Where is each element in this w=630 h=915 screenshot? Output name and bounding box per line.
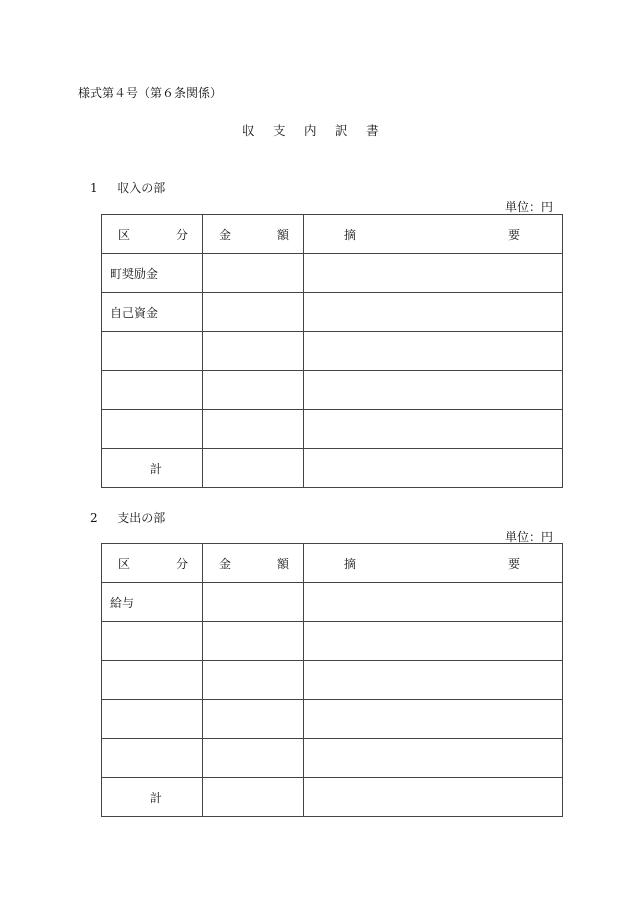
header-summary: 摘 要 <box>304 215 563 254</box>
expense-heading-label: 支出の部 <box>117 511 166 525</box>
header-summary: 摘 要 <box>304 544 563 583</box>
row-amount[interactable] <box>203 739 304 778</box>
row-amount[interactable] <box>203 700 304 739</box>
table-row <box>102 254 563 293</box>
table-row <box>102 700 563 739</box>
row-summary[interactable] <box>304 700 563 739</box>
total-amount[interactable] <box>203 449 304 488</box>
header-category: 区 分 <box>102 215 203 254</box>
row-summary[interactable] <box>304 293 563 332</box>
table-row <box>102 622 563 661</box>
table-row <box>102 583 563 622</box>
title-char: 内 <box>304 123 317 138</box>
expense-table <box>101 543 563 817</box>
header-amount: 金 額 <box>203 215 304 254</box>
table-row <box>102 332 563 371</box>
title-char: 支 <box>273 123 286 138</box>
table-total-row <box>102 449 563 488</box>
title-char: 訳 <box>335 123 348 138</box>
row-summary[interactable] <box>304 661 563 700</box>
income-heading-number: 1 <box>90 181 98 195</box>
row-category[interactable] <box>102 661 203 700</box>
expense-unit-label: 単位：円 <box>505 530 554 544</box>
row-summary[interactable] <box>304 332 563 371</box>
total-summary[interactable] <box>304 449 563 488</box>
header-amount: 金 額 <box>203 544 304 583</box>
row-category[interactable] <box>102 700 203 739</box>
row-summary[interactable] <box>304 583 563 622</box>
total-summary[interactable] <box>304 778 563 817</box>
total-label: 計 <box>102 449 203 488</box>
row-category: 給与 <box>102 583 203 622</box>
row-amount[interactable] <box>203 293 304 332</box>
title-char: 書 <box>366 123 379 138</box>
row-amount[interactable] <box>203 622 304 661</box>
income-section-heading <box>90 179 165 196</box>
table-row <box>102 293 563 332</box>
income-unit-label: 単位：円 <box>505 200 554 214</box>
row-summary[interactable] <box>304 739 563 778</box>
header-category: 区 分 <box>102 544 203 583</box>
row-amount[interactable] <box>203 410 304 449</box>
total-label: 計 <box>102 778 203 817</box>
total-amount[interactable] <box>203 778 304 817</box>
row-summary[interactable] <box>304 371 563 410</box>
row-category[interactable] <box>102 371 203 410</box>
income-table <box>101 214 563 488</box>
row-summary[interactable] <box>304 622 563 661</box>
row-amount[interactable] <box>203 583 304 622</box>
row-summary[interactable] <box>304 254 563 293</box>
table-total-row <box>102 778 563 817</box>
expense-heading-number: 2 <box>90 511 98 525</box>
row-amount[interactable] <box>203 332 304 371</box>
row-category[interactable] <box>102 332 203 371</box>
title-char: 収 <box>242 123 255 138</box>
table-row <box>102 410 563 449</box>
row-amount[interactable] <box>203 371 304 410</box>
form-number: 様式第４号（第６条関係） <box>78 86 223 100</box>
income-heading-label: 収入の部 <box>117 181 166 195</box>
row-category: 自己資金 <box>102 293 203 332</box>
table-header-row <box>102 215 563 254</box>
row-category[interactable] <box>102 410 203 449</box>
row-category: 町奨励金 <box>102 254 203 293</box>
table-row <box>102 739 563 778</box>
expense-section-heading <box>90 509 165 526</box>
row-summary[interactable] <box>304 410 563 449</box>
table-row <box>102 661 563 700</box>
row-amount[interactable] <box>203 661 304 700</box>
row-amount[interactable] <box>203 254 304 293</box>
row-category[interactable] <box>102 739 203 778</box>
table-header-row <box>102 544 563 583</box>
row-category[interactable] <box>102 622 203 661</box>
table-row <box>102 371 563 410</box>
document-title <box>242 121 397 139</box>
